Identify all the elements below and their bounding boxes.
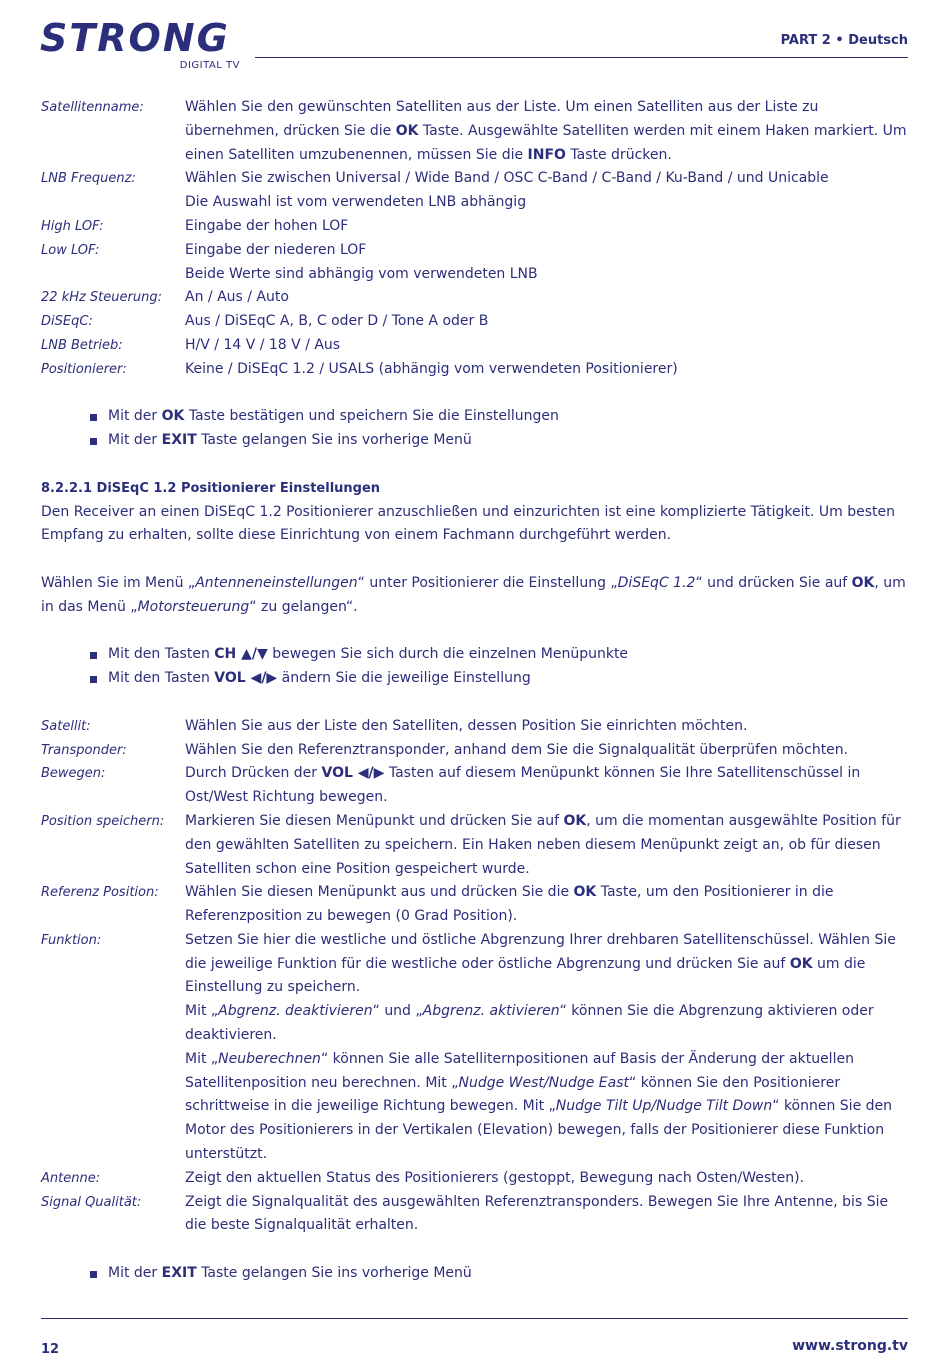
logo-wordmark: STRONG [40,16,230,60]
website-link[interactable]: www.strong.tv [792,1338,908,1354]
def-satellit [41,715,908,739]
intro-paragraph: Den Receiver an einen DiSEqC 1.2 Positionierer anzuschließen und einzurichten ist eine komplizierte Tätigkeit. Um besten Empfang zu erhalten, sollte diese Einrichtung von einem Fachmann durchgeführt werden. [41,503,896,544]
def-term: Funktion: [41,932,102,948]
def-term: High LOF: [41,218,104,234]
def-desc: Zeigt die Signalqualität des ausgewählten Referenztransponders. Bewegen Sie Ihre Antenne, bis Sie die beste Signalqualität erhalten. [185,1193,889,1234]
def-positionierer [41,358,908,382]
def-desc: H/V / 14 V / 18 V / Aus [185,336,341,353]
def-desc: Markieren Sie diesen Menüpunkt und drücken Sie auf OK, um die momentan ausgewählte Position für den gewählten Satelliten zu speichern. Ein Haken neben diesem Menüpunkt zeigt an, ob für diesen Satelliten schon eine Position gespeichert wurde. [185,812,901,877]
def-transponder [41,739,908,763]
def-desc: Eingabe der niederen LOF Beide Werte sind abhängig vom verwendeten LNB [185,241,538,282]
def-lnb-frequenz [41,167,908,215]
def-desc: Setzen Sie hier die westliche und östliche Abgrenzung Ihrer drehbaren Satellitenschüssel. Wählen Sie die jeweilige Funktion für die westliche oder östliche Abgrenzung und drücken Sie auf OK um die Einstellung zu speichern. Mit „Abgrenz. deaktivieren“ und „Abgrenz. aktivieren“ können Sie die Abgrenzung aktivieren oder deaktivieren. Mit „Neuberechnen“ können Sie alle Satelliternpositionen auf Basis der Änderung der aktuellen Satellitenposition neu berechnen. Mit „Nudge West/Nudge East“ können Sie den Positionierer schrittweise in die jeweilige Richtung bewegen. Mit „Nudge Tilt Up/Nudge Tilt Down“ können Sie den Motor des Positionierers in der Vertikalen (Elevation) bewegen, falls der Positionierer diese Funktion unterstützt. [185,931,896,1163]
logo-subtitle: DIGITAL TV [179,60,240,71]
def-desc: Durch Drücken der VOL ◀/▶ Tasten auf diesem Menüpunkt können Sie Ihre Satellitenschüssel in Ost/West Richtung bewegen. [185,765,861,806]
list-item: Mit den Tasten VOL ◀/▶ ändern Sie die jeweilige Einstellung [90,667,908,691]
def-desc: Wählen Sie den gewünschten Satelliten aus der Liste. Um einen Satelliten aus der Liste zu übernehmen, drücken Sie die OK Taste. Ausgewählte Satelliten werden mit einem Haken markiert. Um einen Satelliten umzubenennen, müssen Sie die INFO Taste drücken. [185,99,907,163]
def-referenz-position [41,881,908,929]
def-term: Positionierer: [41,361,127,377]
def-term: Signal Qualität: [41,1194,142,1210]
def-term: Position speichern: [41,813,165,829]
def-funktion [41,929,908,1167]
def-term: Bewegen: [41,766,106,782]
def-desc: Wählen Sie diesen Menüpunkt aus und drücken Sie die OK Taste, um den Positionierer in die Referenzposition zu bewegen (0 Grad Position). [185,884,834,925]
def-antenne [41,1167,908,1191]
page-content [41,96,908,1286]
part-label: PART 2 • Deutsch [780,33,908,48]
page-number: 12 [41,1342,60,1357]
def-high-lof [41,215,908,239]
def-lnb-betrieb [41,334,908,358]
def-desc: Wählen Sie den Referenztransponder, anhand dem Sie die Signalqualität überprüfen möchten. [185,741,849,758]
def-bewegen [41,762,908,810]
def-desc: An / Aus / Auto [185,289,289,306]
def-term: Satellit: [41,718,91,734]
bullet-list-1 [41,405,908,453]
def-desc: Eingabe der hohen LOF [185,217,349,234]
def-satellitenname [41,96,908,167]
list-item: Mit der EXIT Taste gelangen Sie ins vorherige Menü [90,1262,908,1286]
def-term: Satellitenname: [41,100,144,115]
strong-logo [40,14,240,74]
def-desc: Aus / DiSEqC A, B, C oder D / Tone A oder B [185,313,489,330]
def-22khz [41,286,908,310]
def-desc: Wählen Sie aus der Liste den Satelliten, dessen Position Sie einrichten möchten. [185,717,748,734]
list-item: Mit der EXIT Taste gelangen Sie ins vorherige Menü [90,429,908,453]
def-position-speichern [41,810,908,881]
bullet-list-3 [41,1262,908,1286]
header-divider [255,57,908,58]
section-heading: 8.2.2.1 DiSEqC 1.2 Positionierer Einstellungen [41,480,381,496]
def-term: LNB Frequenz: [41,171,136,187]
def-term: 22 kHz Steuerung: [41,290,162,306]
def-diseqc [41,310,908,334]
def-desc: Wählen Sie zwischen Universal / Wide Band / OSC C-Band / C-Band / Ku-Band / und Unicable Die Auswahl ist vom verwendeten LNB abhängig [185,170,829,211]
def-desc: Keine / DiSEqC 1.2 / USALS (abhängig vom verwendeten Positionierer) [185,360,678,377]
list-item: Mit den Tasten CH ▲/▼ bewegen Sie sich durch die einzelnen Menüpunkte [90,643,908,667]
def-term: Referenz Position: [41,885,159,901]
def-low-lof [41,239,908,287]
def-desc: Zeigt den aktuellen Status des Positionierers (gestoppt, Bewegung nach Osten/Westen). [185,1169,805,1186]
def-term: LNB Betrieb: [41,337,123,353]
bullet-list-2 [41,643,908,691]
def-term: Transponder: [41,742,127,758]
footer-divider [41,1318,908,1319]
def-signal-qualitaet [41,1191,908,1239]
menu-paragraph: Wählen Sie im Menü „Antenneneinstellungen“ unter Positionierer die Einstellung „DiSEqC 1.2“ und drücken Sie auf OK, um in das Menü „Motorsteuerung“ zu gelangen“. [41,574,906,615]
def-term: Antenne: [41,1170,101,1186]
list-item: Mit der OK Taste bestätigen und speichern Sie die Einstellungen [90,405,908,429]
def-term: Low LOF: [41,242,100,258]
def-term: DiSEqC: [41,314,93,330]
